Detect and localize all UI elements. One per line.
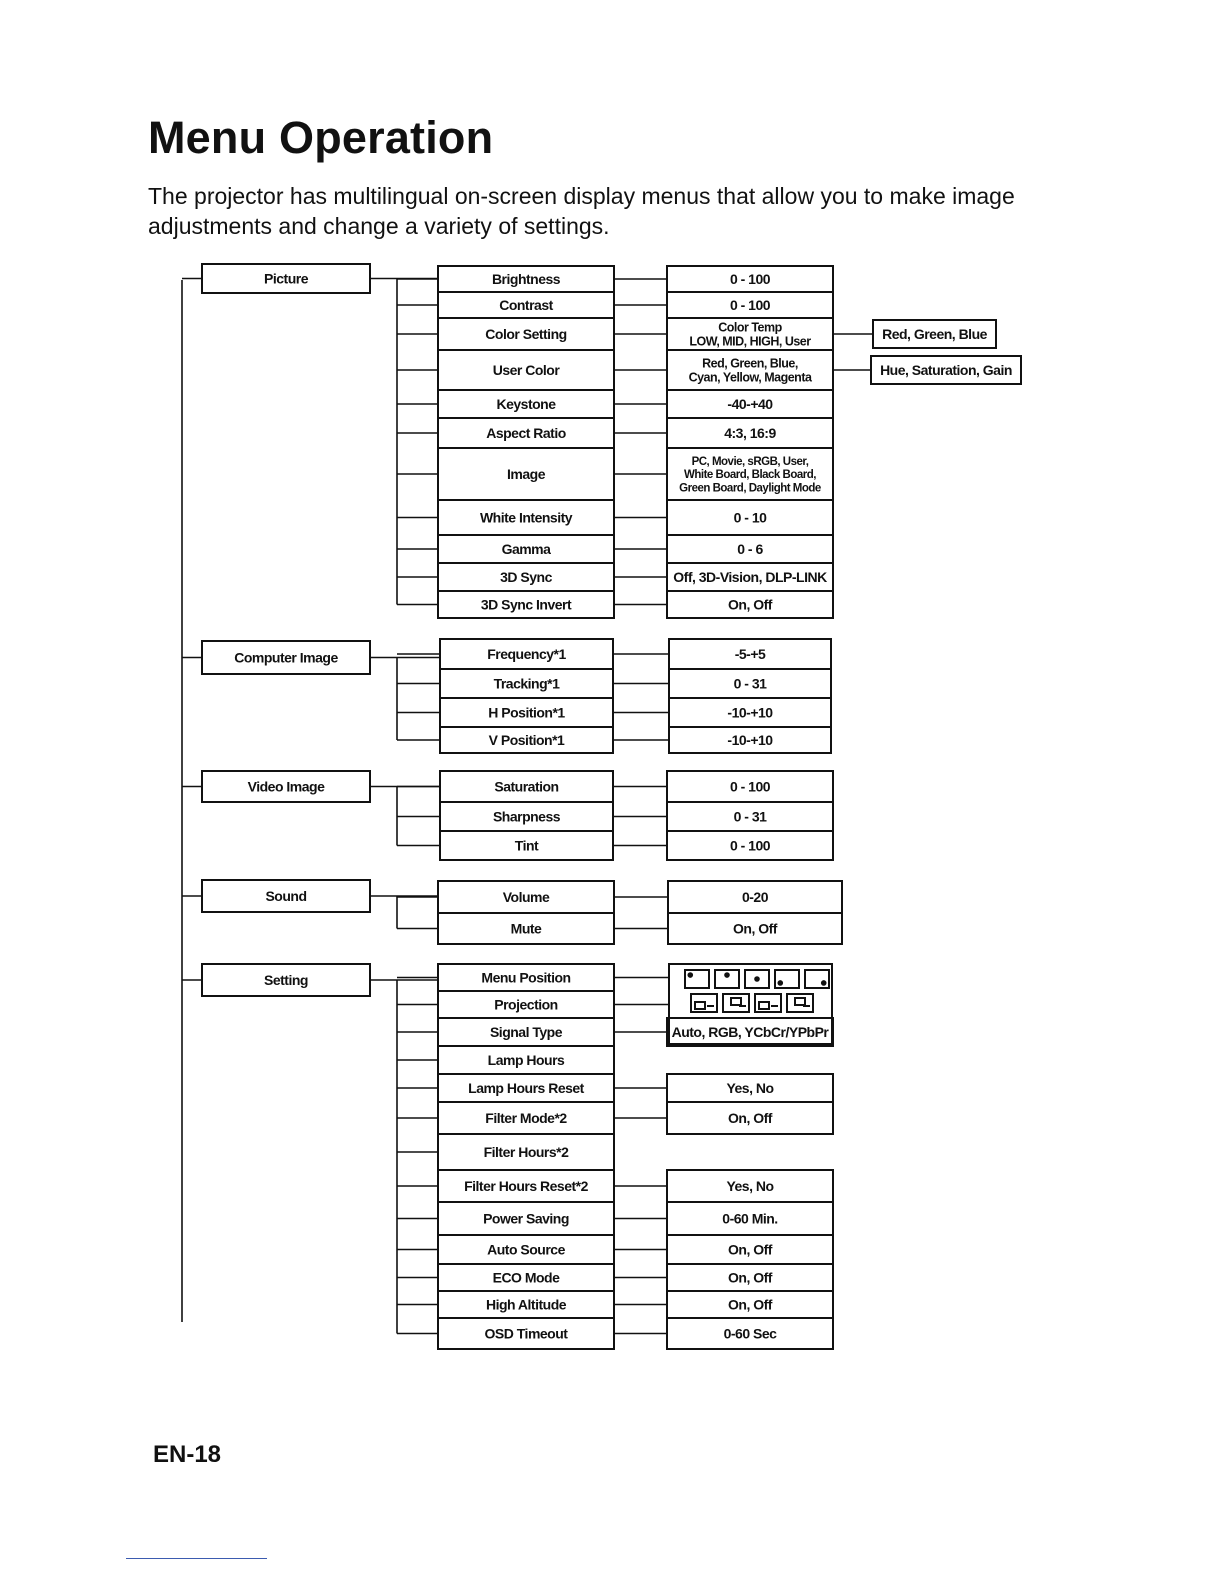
picture-value-gamma <box>667 535 833 563</box>
setting-value-osd-timeout <box>667 1318 833 1349</box>
setting-item-power-saving-text: Power Saving <box>483 1210 569 1227</box>
picture-value-user-color-text: Cyan, Yellow, Magenta <box>688 370 812 385</box>
picture-item-white-intensity-text: White Intensity <box>479 509 573 526</box>
menu-position-icon <box>715 970 739 988</box>
picture-item-white-intensity <box>438 500 614 535</box>
picture-item-image-text: Image <box>507 466 545 483</box>
picture-value-keystone-text: -40-+40 <box>727 396 773 413</box>
picture-sub-user-color-text: Hue, Saturation, Gain <box>880 362 1012 379</box>
sound-menu-box <box>202 880 370 912</box>
setting-item-high-altitude-text: High Altitude <box>485 1296 567 1313</box>
setting-value-auto-source-text: On, Off <box>728 1241 772 1258</box>
menu-position-icon <box>805 970 829 988</box>
picture-value-color-setting-text: Color Temp <box>718 320 782 335</box>
computer-image-value-v-position-1-text: -10-+10 <box>727 732 773 749</box>
picture-value-user-color <box>667 350 833 390</box>
video-image-value-sharpness-text: 0 - 31 <box>733 808 767 825</box>
picture-value-color-setting-text: LOW, MID, HIGH, User <box>689 334 811 349</box>
picture-value-user-color-text: Red, Green, Blue, <box>702 356 798 371</box>
page-title: Menu Operation <box>148 112 494 163</box>
setting-item-menu-position <box>438 964 614 991</box>
picture-sub-color-setting <box>873 320 996 348</box>
setting-value-high-altitude <box>667 1291 833 1318</box>
setting-menu-box-text: Setting <box>264 972 308 989</box>
picture-sub-color-setting-text: Red, Green, Blue <box>882 326 987 343</box>
setting-item-lamp-hours-reset <box>438 1074 614 1102</box>
picture-value-aspect-ratio <box>667 418 833 448</box>
setting-item-filter-hours-2 <box>438 1134 614 1170</box>
computer-image-value-frequency-1-text: -5-+5 <box>734 646 766 663</box>
intro-paragraph: The projector has multilingual on-screen display menus that allow you to make image adjustments and change a variety of settings. <box>148 183 1015 239</box>
setting-item-projection <box>438 991 614 1018</box>
computer-image-item-tracking-1-text: Tracking*1 <box>493 675 560 692</box>
video-image-value-tint-text: 0 - 100 <box>729 837 771 854</box>
picture-item-user-color-text: User Color <box>492 362 560 379</box>
computer-image-item-v-position-1-text: V Position*1 <box>488 732 565 749</box>
picture-value-image-text: White Board, Black Board, <box>684 469 816 482</box>
video-image-item-sharpness-text: Sharpness <box>492 808 561 825</box>
sound-item-volume <box>438 881 614 913</box>
setting-item-filter-hours-2-text: Filter Hours*2 <box>483 1144 569 1161</box>
sound-item-volume-text: Volume <box>502 889 550 906</box>
picture-sub-user-color <box>871 356 1021 384</box>
setting-item-filter-mode-2-text: Filter Mode*2 <box>485 1110 567 1127</box>
picture-value-brightness-text: 0 - 100 <box>729 271 771 288</box>
setting-item-auto-source-text: Auto Source <box>487 1241 565 1258</box>
picture-item-color-setting <box>438 318 614 350</box>
computer-image-value-h-position-1 <box>669 698 831 727</box>
computer-image-menu-box <box>202 641 370 674</box>
picture-item-user-color <box>438 350 614 390</box>
sound-value-volume-text: 0-20 <box>741 889 769 906</box>
picture-value-brightness <box>667 266 833 292</box>
computer-image-item-h-position-1-text: H Position*1 <box>488 704 565 721</box>
video-image-item-tint-text: Tint <box>514 837 539 854</box>
picture-item-brightness-text: Brightness <box>491 271 561 288</box>
picture-value-contrast <box>667 292 833 318</box>
computer-image-value-h-position-1-text: -10-+10 <box>727 704 773 721</box>
setting-item-osd-timeout-text: OSD Timeout <box>484 1325 568 1342</box>
menu-position-icon <box>685 970 709 988</box>
computer-image-value-v-position-1 <box>669 727 831 753</box>
setting-item-osd-timeout <box>438 1318 614 1349</box>
picture-item-3d-sync-invert-text: 3D Sync Invert <box>480 596 572 613</box>
setting-item-auto-source <box>438 1235 614 1264</box>
setting-item-lamp-hours-text: Lamp Hours <box>487 1052 565 1069</box>
picture-item-keystone <box>438 390 614 418</box>
picture-item-3d-sync <box>438 563 614 591</box>
picture-value-3d-sync-invert <box>667 591 833 618</box>
setting-item-power-saving <box>438 1202 614 1235</box>
picture-value-3d-sync-text: Off, 3D-Vision, DLP-LINK <box>673 569 827 586</box>
video-image-item-sharpness <box>440 802 613 831</box>
computer-image-item-frequency-1 <box>440 639 613 669</box>
setting-value-filter-hours-reset-2-text: Yes, No <box>726 1178 774 1195</box>
picture-menu-box <box>202 264 370 293</box>
video-image-item-tint <box>440 831 613 860</box>
projection-mode-icon <box>723 994 749 1012</box>
video-image-menu-box <box>202 771 370 802</box>
computer-image-menu-box-text: Computer Image <box>234 649 338 666</box>
picture-value-white-intensity-text: 0 - 10 <box>733 509 767 526</box>
picture-value-color-setting <box>667 318 833 350</box>
computer-image-value-frequency-1 <box>669 639 831 669</box>
setting-item-filter-mode-2 <box>438 1102 614 1134</box>
setting-value-lamp-hours-reset-text: Yes, No <box>726 1080 774 1097</box>
setting-item-signal-type <box>438 1018 614 1046</box>
setting-value-auto-source <box>667 1235 833 1264</box>
computer-image-item-v-position-1 <box>440 727 613 753</box>
video-image-value-saturation-text: 0 - 100 <box>729 778 771 795</box>
projection-mode-icon <box>787 994 813 1012</box>
picture-menu-box-text: Picture <box>264 270 308 287</box>
setting-value-high-altitude-text: On, Off <box>728 1296 772 1313</box>
picture-value-aspect-ratio-text: 4:3, 16:9 <box>724 425 776 442</box>
menu-position-icon <box>775 970 799 988</box>
picture-item-color-setting-text: Color Setting <box>485 326 567 343</box>
setting-menu-box <box>202 964 370 996</box>
setting-item-menu-position-text: Menu Position <box>481 969 571 986</box>
footer-rule <box>126 1558 267 1559</box>
picture-value-gamma-text: 0 - 6 <box>737 541 763 558</box>
computer-image-item-tracking-1 <box>440 669 613 698</box>
picture-value-3d-sync-invert-text: On, Off <box>728 596 772 613</box>
picture-item-aspect-ratio <box>438 418 614 448</box>
setting-value-eco-mode-text: On, Off <box>728 1269 772 1286</box>
setting-item-filter-hours-reset-2 <box>438 1170 614 1202</box>
sound-value-volume <box>668 881 842 913</box>
picture-item-contrast-text: Contrast <box>499 297 553 314</box>
computer-image-value-tracking-1-text: 0 - 31 <box>733 675 767 692</box>
video-image-item-saturation-text: Saturation <box>494 778 559 795</box>
picture-item-keystone-text: Keystone <box>496 396 556 413</box>
video-image-value-tint <box>667 831 833 860</box>
setting-value-filter-mode-2-text: On, Off <box>728 1110 772 1127</box>
setting-item-projection-text: Projection <box>494 996 558 1013</box>
picture-value-image <box>667 448 833 500</box>
setting-item-filter-hours-reset-2-text: Filter Hours Reset*2 <box>464 1178 588 1195</box>
picture-value-3d-sync <box>667 563 833 591</box>
setting-item-signal-type-text: Signal Type <box>489 1024 563 1041</box>
computer-image-value-tracking-1 <box>669 669 831 698</box>
sound-item-mute <box>438 913 614 944</box>
picture-item-aspect-ratio-text: Aspect Ratio <box>486 425 566 442</box>
setting-value-power-saving <box>667 1202 833 1235</box>
computer-image-item-h-position-1 <box>440 698 613 727</box>
setting-value-filter-mode-2 <box>667 1102 833 1134</box>
projection-mode-icon <box>691 994 717 1012</box>
picture-value-image-text: PC, Movie, sRGB, User, <box>691 455 809 468</box>
setting-value-filter-hours-reset-2 <box>667 1170 833 1202</box>
video-image-menu-box-text: Video Image <box>247 778 325 795</box>
setting-item-lamp-hours-reset-text: Lamp Hours Reset <box>468 1080 584 1097</box>
video-image-value-saturation <box>667 771 833 802</box>
sound-value-mute <box>668 913 842 944</box>
setting-value-eco-mode <box>667 1264 833 1291</box>
picture-item-gamma <box>438 535 614 563</box>
picture-item-3d-sync-invert <box>438 591 614 618</box>
sound-item-mute-text: Mute <box>510 920 542 937</box>
setting-value-signal-type <box>667 1018 833 1046</box>
sound-menu-box-text: Sound <box>265 888 307 905</box>
projection-mode-icon <box>755 994 781 1012</box>
setting-value-osd-timeout-text: 0-60 Sec <box>723 1325 777 1342</box>
picture-value-white-intensity <box>667 500 833 535</box>
computer-image-item-frequency-1-text: Frequency*1 <box>487 646 566 663</box>
setting-item-lamp-hours <box>438 1046 614 1074</box>
picture-item-image <box>438 448 614 500</box>
setting-item-high-altitude <box>438 1291 614 1318</box>
picture-value-keystone <box>667 390 833 418</box>
setting-item-eco-mode <box>438 1264 614 1291</box>
picture-value-image-text: Green Board, Daylight Mode <box>679 482 821 495</box>
page-number: EN-18 <box>153 1441 222 1468</box>
picture-item-gamma-text: Gamma <box>501 541 551 558</box>
picture-item-3d-sync-text: 3D Sync <box>500 569 552 586</box>
picture-item-contrast <box>438 292 614 318</box>
picture-item-brightness <box>438 266 614 292</box>
picture-value-contrast-text: 0 - 100 <box>729 297 771 314</box>
setting-value-lamp-hours-reset <box>667 1074 833 1102</box>
video-image-item-saturation <box>440 771 613 802</box>
setting-value-power-saving-text: 0-60 Min. <box>722 1210 778 1227</box>
menu-position-icon <box>745 970 769 988</box>
setting-value-signal-type-text: Auto, RGB, YCbCr/YPbPr <box>671 1024 829 1041</box>
setting-item-eco-mode-text: ECO Mode <box>492 1269 560 1286</box>
video-image-value-sharpness <box>667 802 833 831</box>
sound-value-mute-text: On, Off <box>733 920 777 937</box>
